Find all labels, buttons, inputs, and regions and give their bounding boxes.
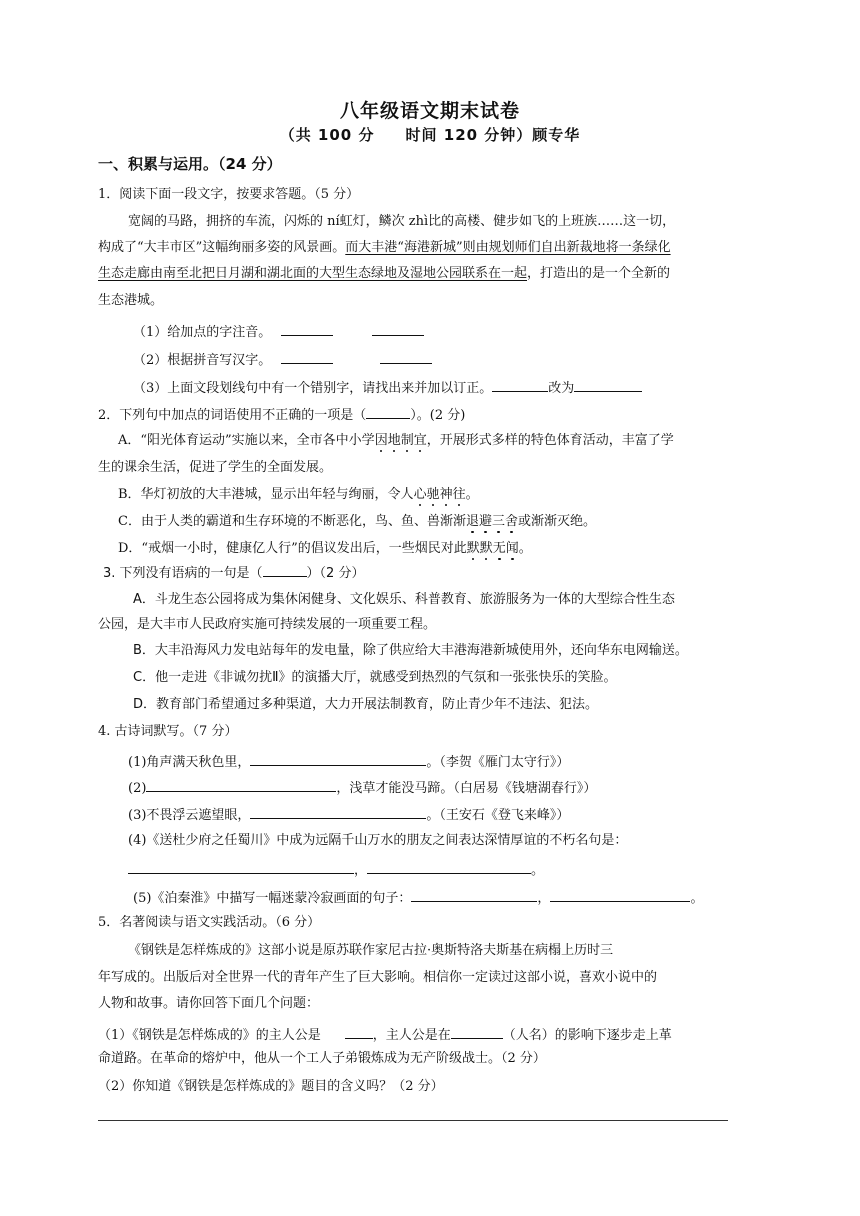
q2-option-text: B．华灯初放的大丰港城，显示出年轻与绚丽，令人 [118, 487, 414, 502]
q5-paragraph: 《钢铁是怎样炼成的》这部小说是原苏联作家尼古拉·奥斯特洛夫斯基在病榻上历时三 [128, 943, 614, 958]
q4-line5 [133, 888, 703, 908]
q1-stem: 1．阅读下面一段文字，按要求答题。（5 分） [98, 187, 360, 202]
answer-blank[interactable] [128, 860, 354, 874]
q2-stem [98, 405, 465, 425]
emphasis-char: 驰 [426, 487, 440, 502]
q3-option-c: C．他一走进《非诚勿扰Ⅱ》的演播大厅，就感受到热烈的气氛和一张张快乐的笑脸。 [133, 670, 617, 685]
q1-sub1-text: （1）给加点的字注音。 [133, 325, 272, 340]
answer-blank[interactable] [281, 322, 333, 336]
q2-option-a-cont: 生的课余生活，促进了学生的全面发展。 [98, 460, 333, 475]
section-heading: 一、积累与运用。（24 分） [98, 155, 282, 173]
emphasis-char: 地 [387, 433, 401, 448]
q1-sub2 [133, 350, 432, 370]
q2-option-text: C．由于人类的霸道和生存环境的不断恶化，鸟、鱼、兽渐渐 [118, 514, 466, 529]
q5-text: （1）《钢铁是怎样炼成的》的主人公是 [98, 1028, 321, 1043]
q2-option-text: D．“戒烟一小时，健康亿人行”的倡议发出后，一些烟民对此 [118, 541, 467, 556]
q3-stem [103, 563, 364, 583]
q1-passage-line: 生态港城。 [98, 293, 164, 308]
q2-option-text: 。 [518, 541, 532, 556]
q3-option-d: D．教育部门希望通过多种渠道，大力开展法制教育，防止青少年不违法、犯法。 [133, 697, 599, 712]
q2-option-text: 。 [465, 487, 479, 502]
q3-option-a: A．斗龙生态公园将成为集休闲健身、文化娱乐、科普教育、旅游服务为一体的大型综合性生态 [133, 592, 675, 607]
answer-line[interactable] [98, 1120, 728, 1121]
emphasis-char: 无 [492, 541, 506, 556]
q4-text: (5)《泊秦淮》中描写一幅迷蒙冷寂画面的句子： [133, 891, 412, 906]
q4-line4: (4)《送杜少府之任蜀川》中成为远隔千山万水的朋友之间表达深情厚谊的不朽名句是： [128, 833, 628, 848]
q4-text: 。（李贺《雁门太守行》） [426, 755, 570, 770]
q2-option-c [118, 513, 596, 531]
q2-dotted-word [466, 514, 518, 529]
answer-blank[interactable] [263, 563, 307, 577]
emphasis-char: 心 [413, 487, 427, 502]
q5-text: ，主人公是在 [372, 1028, 451, 1043]
q4-text: 。 [531, 863, 545, 878]
q3-option-a-cont: 公园，是大丰市人民政府实施可持续发展的一项重要工程。 [98, 617, 437, 632]
q2-option-text: A．“阳光体育运动”实施以来，全市各中小学 [118, 433, 375, 448]
answer-blank[interactable] [345, 1025, 373, 1039]
emphasis-char: 舍 [505, 514, 519, 529]
emphasis-char: 往 [452, 487, 466, 502]
emphasis-char: 神 [439, 487, 453, 502]
q1-passage-text: 构成了“大丰市区”这幅绚丽多姿的风景画。 [98, 240, 346, 255]
q2-stem-score: ）。(2 分) [410, 408, 466, 423]
q5-sub2: （2）你知道《钢铁是怎样炼成的》题目的含义吗？（2 分） [98, 1079, 444, 1094]
answer-blank[interactable] [411, 888, 537, 902]
q4-text: ，浅草才能没马蹄。（白居易《钱塘湖春行》） [336, 781, 597, 796]
q5-paragraph: 年写成的。出版后对全世界一代的青年产生了巨大影响。相信你一定读过这部小说，喜欢小说中的 [98, 970, 658, 985]
emphasis-char: 退 [465, 514, 479, 529]
emphasis-char: 三 [491, 514, 505, 529]
q4-line4-answers [128, 860, 544, 880]
q1-passage-text: ，打造出的是一个全新的 [527, 266, 671, 281]
emphasis-char: 宜 [413, 433, 427, 448]
q1-passage-line: 宽阔的马路，拥挤的车流，闪烁的 ní虹灯，鳞次 zhì比的高楼、健步如飞的上班族……这一切， [128, 214, 676, 229]
answer-blank[interactable] [550, 888, 690, 902]
answer-blank[interactable] [367, 860, 531, 874]
q3-stem-score: ）（2 分） [306, 566, 365, 581]
q4-stem: 4. 古诗词默写。（7 分） [98, 724, 238, 739]
answer-blank[interactable] [281, 350, 333, 364]
q2-option-d [118, 540, 532, 558]
q3-stem-text: 3. 下列没有语病的一句是（ [103, 566, 263, 581]
answer-blank[interactable] [250, 805, 426, 819]
q4-text: (2) [128, 781, 147, 796]
q1-passage-line [98, 239, 671, 257]
answer-blank[interactable] [380, 350, 432, 364]
exam-subtitle: （共 100 分 时间 120 分钟）顾专华 [279, 126, 581, 144]
answer-blank[interactable] [250, 752, 426, 766]
q1-sub3 [133, 378, 642, 398]
q1-underlined-sentence: 生态走廊由南至北把日月湖和湖北面的大型生态绿地及湿地公园联系在一起 [98, 266, 528, 281]
q5-sub1-cont: 命道路。在革命的熔炉中，他从一个工人子弟锻炼成为无产阶级战士。（2 分） [98, 1051, 546, 1066]
q4-text: ， [537, 891, 551, 906]
q5-stem: 5．名著阅读与语文实践活动。（6 分） [98, 915, 321, 930]
q4-text: (1)角声满天秋色里， [128, 755, 251, 770]
answer-blank[interactable] [492, 378, 548, 392]
q1-sub3-text: （3）上面文段划线句中有一个错别字，请找出来并加以订正。 [133, 381, 493, 396]
q2-option-text: ，开展形式多样的特色体育活动，丰富了学 [426, 433, 674, 448]
q4-text: 。 [690, 891, 704, 906]
emphasis-char: 闻 [505, 541, 519, 556]
q5-sub1 [98, 1025, 672, 1045]
answer-blank[interactable] [451, 1025, 503, 1039]
q4-line1 [128, 752, 569, 772]
q4-text: (3)不畏浮云遮望眼， [128, 808, 251, 823]
q4-text: ， [354, 863, 368, 878]
q1-passage-line [98, 265, 670, 283]
answer-blank[interactable] [372, 322, 424, 336]
q1-sub1 [133, 322, 424, 342]
emphasis-char: 因 [374, 433, 388, 448]
q2-dotted-word [414, 487, 466, 502]
q1-sub2-text: （2）根据拼音写汉字。 [133, 353, 272, 368]
q2-stem-text: 2．下列句中加点的词语使用不正确的一项是（ [98, 408, 367, 423]
q2-option-a [118, 432, 674, 450]
emphasis-char: 制 [400, 433, 414, 448]
q1-underlined-sentence: 而大丰港“海港新城”则由规划师们自出新裁地将一条绿化 [345, 240, 671, 255]
q2-option-text: 或渐渐灭绝。 [518, 514, 597, 529]
exam-title: 八年级语文期末试卷 [339, 100, 520, 122]
answer-blank[interactable] [366, 405, 410, 419]
emphasis-char: 默 [479, 541, 493, 556]
q4-line2 [128, 778, 596, 798]
emphasis-char: 默 [466, 541, 480, 556]
q2-option-b [118, 486, 479, 504]
q5-paragraph: 人物和故事。请你回答下面几个问题： [98, 996, 320, 1011]
q2-dotted-word [375, 433, 427, 448]
answer-blank[interactable] [574, 378, 642, 392]
emphasis-char: 避 [478, 514, 492, 529]
q4-line3 [128, 805, 569, 825]
q4-text: 。（王安石《登飞来峰》） [426, 808, 570, 823]
q3-option-b: B．大丰沿海风力发电站每年的发电量，除了供应给大丰港海港新城使用外，还向华东电网输送。 [133, 643, 688, 658]
q2-dotted-word [467, 541, 519, 556]
q1-sub3-mid: 改为 [548, 381, 575, 396]
q5-text: （人名）的影响下逐步走上革 [502, 1028, 672, 1043]
answer-blank[interactable] [146, 778, 336, 792]
